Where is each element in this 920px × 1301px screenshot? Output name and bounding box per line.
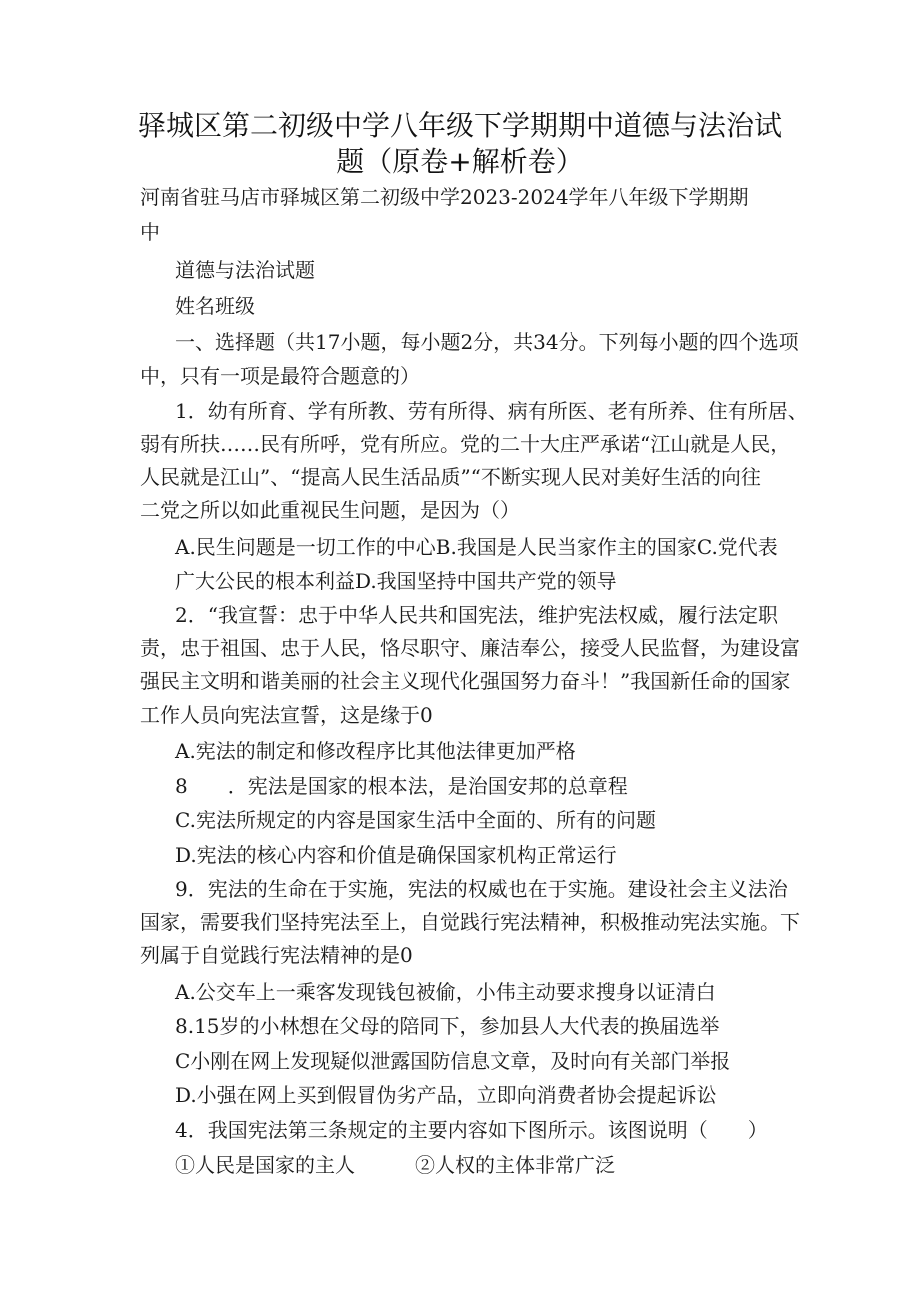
section-heading: 中，只有一项是最符合题意的） — [140, 364, 420, 388]
subtitle-line: 河南省驻马店市驿城区第二初级中学2023-2024学年八年级下学期期 — [140, 185, 749, 209]
answer-option: C小刚在网上发现疑似泄露国防信息文章，及时向有关部门举报 — [175, 1049, 731, 1073]
answer-option: D.小强在网上买到假冒伪劣产品，立即向消费者协会提起诉讼 — [175, 1083, 717, 1107]
answer-option: A.公交车上一乘客发现钱包被偷，小伟主动要求搜身以证清白 — [175, 980, 716, 1004]
question-text: 4．我国宪法第三条规定的主要内容如下图所示。该图说明（ ） — [175, 1118, 768, 1142]
question-text: 1．幼有所育、学有所教、劳有所得、病有所医、老有所养、住有所居、 — [175, 399, 808, 423]
question-text: 强民主文明和谐美丽的社会主义现代化强国努力奋斗！”我国新任命的国家 — [140, 669, 791, 693]
name-class-line: 姓名班级 — [175, 294, 255, 318]
question-text: 9．宪法的生命在于实施，宪法的权威也在于实施。建设社会主义法治 — [175, 877, 788, 901]
answer-option: 广大公民的根本利益D.我国坚持中国共产党的领导 — [175, 569, 617, 593]
document-title-line-2: 题（原卷+解析卷） — [336, 145, 584, 178]
answer-option: ①人民是国家的主人 ②人权的主体非常广泛 — [175, 1153, 615, 1177]
subtitle-line: 中 — [140, 220, 160, 244]
section-heading: 一、选择题（共17小题，每小题2分，共34分。下列每小题的四个选项 — [175, 330, 799, 354]
question-text: 国家，需要我们坚持宪法至上，自觉践行宪法精神，积极推动宪法实施。下 — [140, 910, 800, 934]
answer-option: 8 ．宪法是国家的根本法，是治国安邦的总章程 — [175, 774, 628, 798]
question-text: 2．“我宣誓：忠于中华人民共和国宪法，维护宪法权威，履行法定职 — [175, 603, 778, 627]
document-title-line-1: 驿城区第二初级中学八年级下学期期中道德与法治试 — [137, 109, 782, 142]
question-text: 人民就是江山”、“提高人民生活品质”“不断实现人民对美好生活的向往 — [140, 465, 761, 489]
subject-line: 道德与法治试题 — [175, 258, 315, 282]
answer-option: A.宪法的制定和修改程序比其他法律更加严格 — [175, 739, 576, 763]
answer-option: 8.15岁的小林想在父母的陪同下，参加县人大代表的换届选举 — [175, 1014, 720, 1038]
question-text: 责，忠于祖国、忠于人民，恪尽职守、廉洁奉公，接受人民监督，为建设富 — [140, 636, 800, 660]
question-text: 弱有所扶……民有所呼，党有所应。党的二十大庄严承诺“江山就是人民， — [140, 432, 791, 456]
answer-option: C.宪法所规定的内容是国家生活中全面的、所有的问题 — [175, 808, 656, 832]
question-text: 二党之所以如此重视民生问题，是因为（） — [140, 498, 520, 522]
question-text: 列属于自觉践行宪法精神的是0 — [140, 943, 413, 967]
answer-option: D.宪法的核心内容和价值是确保国家机构正常运行 — [175, 843, 617, 867]
answer-option: A.民生问题是一切工作的中心B.我国是人民当家作主的国家C.党代表 — [175, 535, 778, 559]
question-text: 工作人员向宪法宣誓，这是缘于0 — [140, 703, 433, 727]
